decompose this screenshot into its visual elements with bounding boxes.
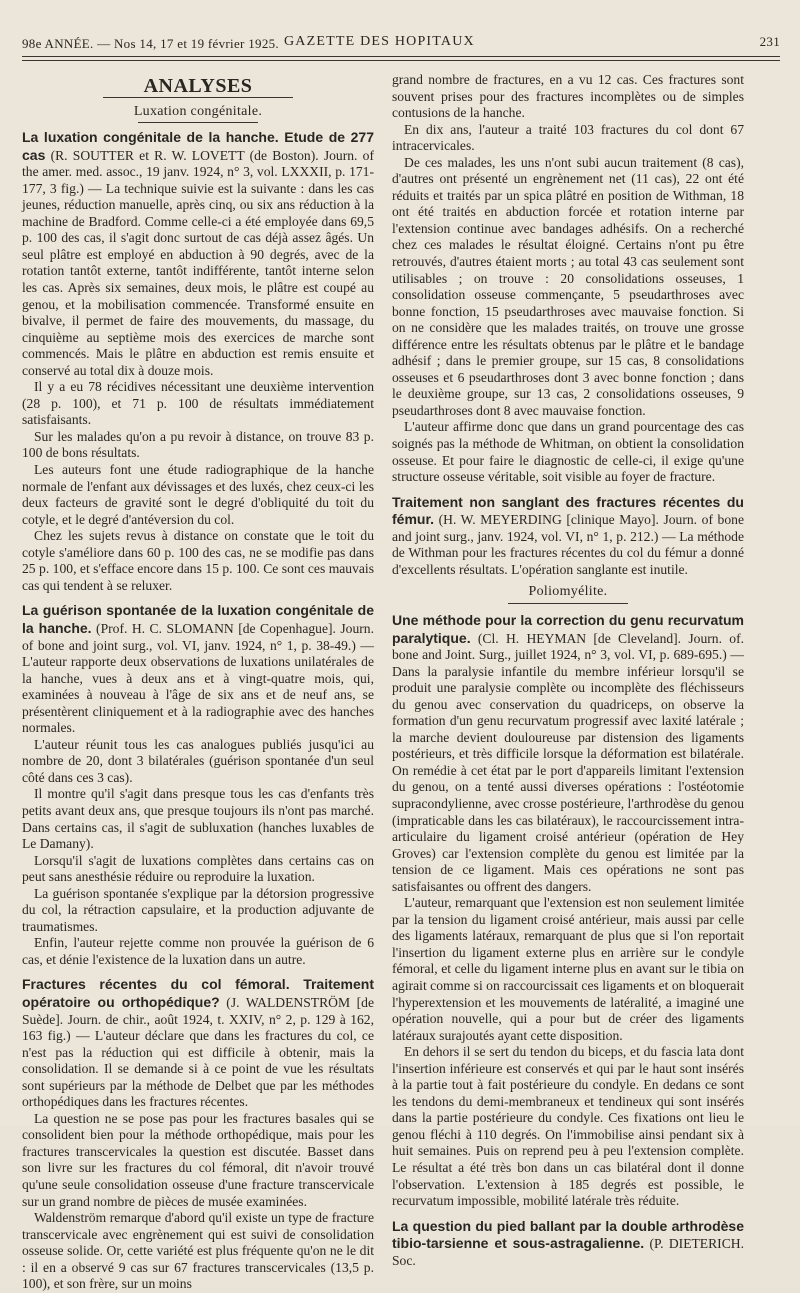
- paragraph: Sur les malades qu'on a pu revoir à distance, on trouve 83 p. 100 de bons résultats.: [22, 428, 374, 461]
- paragraph: L'auteur déclare que dans les fractures du col, ce n'est pas la réduction qui est difficile à obtenir, mais la consolidation. Il se demande si à ce point de vue les résultats sont supérieurs par la méthode de Delbet que par les méthodes orthopédiques dans les fractures récentes.: [22, 1028, 375, 1110]
- article: [392, 494, 744, 579]
- paragraph: L'auteur affirme donc que dans un grand pourcentage des cas soignés pas la méthode de Whitman, on obtient la consolidation osseuse. Et pour faire le diagnostic de celle-ci, il exige qu'une structure osseuse véritable, soit visible au foyer de fracture.: [392, 419, 744, 485]
- paragraph: Les auteurs font une étude radiographique de la hanche normale de l'enfant aux dévissages et des luxés, chez ceux-ci les deux facteurs de gravité sont le degré d'obliquité du toit du cotyle, et le degré d'antéversion du col.: [22, 462, 374, 527]
- paragraph: La méthode de Withman pour les fractures récentes du col du fémur a donné d'excellents résultats. L'opération sanglante est inutile.: [392, 528, 744, 577]
- paragraph: Il montre qu'il s'agit dans presque tous les cas d'enfants très petits avant deux ans, que presque toujours ils n'ont pas marché. Dans certains cas, il s'agit de subluxation (hanches luxables de Le Damany).: [22, 786, 374, 852]
- paragraph: L'auteur rapporte deux observations de luxations unilatérales de la hanche, vues à deux ans et à vingt-quatre mois, qui, examinées à nouveau à l'âge de six ans et de neuf ans, se présentèrent cliniquement et à la radiographie avec des hanches normales.: [22, 654, 374, 736]
- article-reference: (P. DIETERICH. Soc.: [392, 1236, 744, 1268]
- subsection-divider: [138, 122, 258, 123]
- page-number: 231: [759, 34, 780, 49]
- subsection-heading: Poliomyélite.: [528, 584, 608, 600]
- article: [22, 602, 374, 968]
- subsection-divider: [508, 603, 628, 604]
- article: [22, 129, 374, 594]
- paragraph: L'auteur réunit tous les cas analogues publiés jusqu'ici au nombre de 20, dont 3 bilatérales (guérison spontanée d'un seul côté dans ces 3 cas).: [22, 736, 374, 785]
- paragraph: Waldenström remarque d'abord qu'il existe un type de fracture transcervicale avec engrènement qui est suivi de consolidation osseuse solide. Or, cette variété est plus fréquente qu'on ne le dit : il en a observé 9 cas sur 67 fractures transcervicales (13,5 p. 100), et son frère, sur un moins: [22, 1210, 374, 1292]
- journal-name: GAZETTE DES HOPITAUX: [284, 34, 475, 49]
- article-title: Fractures récentes du col fémoral. Traitement opératoire ou orthopédique?: [22, 976, 374, 1010]
- issue-line: 98e ANNÉE. — Nos 14, 17 et 19 février 1925.: [22, 36, 279, 51]
- left-column: [22, 72, 375, 1292]
- article-title: Une méthode pour la correction du genu recurvatum paralytique.: [392, 611, 744, 646]
- paragraph: La technique suivie est la suivante : dans les cas jeunes, réduction manuelle, après cinq, ou six ans réduction à la machine de Bradford. Comme celle-ci a été employée dans 69,5 p. 100 des cas, il s'agit donc surtout de cas déjà assez âgés. Un seul plâtre est employé en abduction à 90 degrés, avec de la rotation tantôt externe, tantôt indifférente, tantôt interne selon les cas. Après six semaines, deux mois, le plâtre est coupé au genou, et la mobilisation commencée. Transformé ensuite en bivalve, il permet de faire des mouvements, du massage, du cinquième au septième mois des exercices de marche sont commencés. Mais le plâtre en abduction est remis ensuite et conservé au total dix à douze mois.: [22, 180, 374, 378]
- paragraph: Il y a eu 78 récidives nécessitant une deuxième intervention (28 p. 100), et 71 p. 100 de résultats immédiatement satisfaisants.: [22, 379, 374, 428]
- paragraph: La guérison spontanée s'explique par la détorsion progressive du col, la rétraction capsulaire, et la production adjuvante de traumatismes.: [22, 885, 374, 934]
- article: [392, 1218, 744, 1270]
- paragraph: L'auteur, remarquant que l'extension est non seulement limitée par la tension du ligament croisé antérieur, mais aussi par celle des ligaments latéraux, remarquant de plus que si l'on reportait l'insertion du ligament externe plus en arrière sur le condyle fémoral, et celle du ligament interne plus en avant sur le tibia on agirait comme si on raccourcissait ces ligaments et on bloquerait l'hyperextension et les mouvements de latéralité, a imaginé une opération nouvelle, qui a pour but de créer des ligaments latéraux surajoutés ayant cette disposition.: [392, 895, 744, 1043]
- paragraph: Enfin, l'auteur rejette comme non prouvée la guérison de 6 cas, et dénie l'existence de la luxation dans un autre.: [22, 935, 374, 967]
- page-header: [22, 34, 780, 52]
- article-title: La guérison spontanée de la luxation congénitale de la hanche.: [22, 602, 374, 636]
- article-reference: (R. SOUTTER et R. W. LOVETT (de Boston). Journ. of the amer. med. assoc., 19 janv. 1924, n° 3, vol. LXXXII, p. 171-177, 3 fig.) —: [22, 147, 374, 196]
- paragraph: Dans la paralysie infantile du membre inférieur lorsqu'il se produit une paralysie complète ou incomplète des fléchisseurs du genou avec conservation du quadriceps, on observe la formation d'un genu recurvatum progressif avec laxité latérale ; la marche devient douloureuse par distension des ligaments postérieurs, et très difficile lorsque la déformation est bilatérale. On remédie à cet état par le port d'appareils limitant l'extension du genou, on a tenté aussi diverses opérations : l'ostéotomie supracondylienne, avec crosse postérieure, l'arthrodèse du genou (impraticable dans les cas bilatéraux), le raccourcissement intra-articulaire du ligament croisé antérieur (opération de Hey Groves) car l'extension complète du genou est limitée par la tension de ce ligament. Mais ces opérations ne sont pas satisfaisantes ou offrent des dangers.: [392, 663, 744, 894]
- article-reference: (H. W. MEYERDING [clinique Mayo]. Journ. of bone and joint surg., janv. 1924, vol. VI, n° 1, p. 212.) —: [392, 512, 744, 544]
- paragraph: La question ne se pose pas pour les fractures basales qui se consolident bien pour la méthode orthopédique, mais pour les fractures transcervicales la question est discutée. Basset dans son livre sur les fractures du col fémoral, dit n'avoir trouvé qu'une seule consolidation osseuse d'une fracture transcervicale sur un grand nombre de pièces de musée examinées.: [22, 1110, 374, 1209]
- section-title: ANALYSES: [143, 75, 253, 97]
- header-rule-thin: [22, 60, 780, 61]
- article: [392, 612, 744, 1210]
- paragraph: En dix ans, l'auteur a traité 103 fractures du col dont 67 intracervicales.: [392, 121, 744, 154]
- article-title: La question du pied ballant par la double arthrodèse tibio-tarsienne et sous-astragalienne.: [392, 1217, 744, 1252]
- paragraph: En dehors il se sert du tendon du biceps, et du fascia lata dont l'insertion inférieure est conservés et qui par le haut sont insérés à la partie tout à fait postérieure du condyle. En dedans ce sont les tendons du demi-membraneux et tendineux qui sont insérés dans la partie postérieure du condyle. Ces fixations ont lieu le genou fléchi à 110 degrés. On l'immobilise ainsi pendant six à huit semaines. Puis on reprend peu à peu l'extension complète. Le résultat a été très bon dans un cas bilatéral dont il donne l'observation. L'extension à 185 degrés est possible, le recurvatum impossible, mobilité latérale très réduite.: [392, 1044, 744, 1209]
- article-reference: (Prof. H. C. SLOMANN [de Copenhague]. Journ. of bone and joint surg., vol. VI, janv. 1924, n° 1, p. 38-49.) —: [22, 620, 375, 653]
- paragraph: Lorsqu'il s'agit de luxations complètes dans certains cas on peut sans anesthésie réduire ou reproduire la luxation.: [22, 852, 374, 885]
- header-rule: [22, 56, 780, 57]
- article-title: La luxation congénitale de la hanche. Etude de 277 cas: [22, 129, 374, 163]
- article: [22, 976, 374, 1292]
- article-reference: (J. WALDENSTRÖM [de Suède]. Journ. de chir., août 1924, t. XXIV, n° 2, p. 129 à 162, 163 fig.) —: [22, 994, 374, 1044]
- right-column: [392, 72, 744, 1268]
- paragraph: Chez les sujets revus à distance on constate que le toit du cotyle s'améliore dans 60 p. 100 des cas, ne se modifie pas dans 25 p. 100, et s'efface encore dans 15 p. 100. Ce sont ces mauvais cas qui tendent à se reluxer.: [22, 528, 374, 593]
- subsection-heading: Luxation congénitale.: [133, 103, 263, 119]
- paragraph: De ces malades, les uns n'ont subi aucun traitement (8 cas), d'autres ont présenté un engrènement net (11 cas), 22 ont été réduits et traités par un spica plâtré en position de Withman, 18 ont été traités en abduction forcée et rotation interne par l'extension continue avec bandages adhésifs. On a recherché chez ces malades le résultat éloigné. Certains n'ont pu être retrouvés, d'autres étaient morts ; au total 43 cas seulement sont utilisables ; on trouve : 20 consolidations osseuses, 1 consolidation osseuse commençante, 5 pseudarthroses avec bonne fonction, 15 pseudarthroses avec mauvaise fonction. Si on ne considère que les malades traités, on trouve une grosse différence entre les résultats obtenus par le plâtre et le bandage adhésif ; dans le premier groupe, sur 15 cas, 8 consolidations osseuses et 6 pseudarthroses dont 3 avec bonne fonction ; dans le deuxième groupe, sur 13 cas, 2 consolidations osseuses, 9 pseudarthroses dont 8 avec mauvaise fonction.: [392, 154, 744, 418]
- article-reference: (Cl. H. HEYMAN [de Cleveland]. Journ. of. bone and Joint. Surg., juillet 1924, n° 3, vol. VI, p. 689-695.) —: [392, 630, 744, 663]
- paragraph: grand nombre de fractures, en a vu 12 cas. Ces fractures sont souvent prises pour des fractures incomplètes ou de simples contusions de la hanche.: [392, 72, 744, 121]
- article-title: Traitement non sanglant des fractures récentes du fémur.: [392, 493, 744, 528]
